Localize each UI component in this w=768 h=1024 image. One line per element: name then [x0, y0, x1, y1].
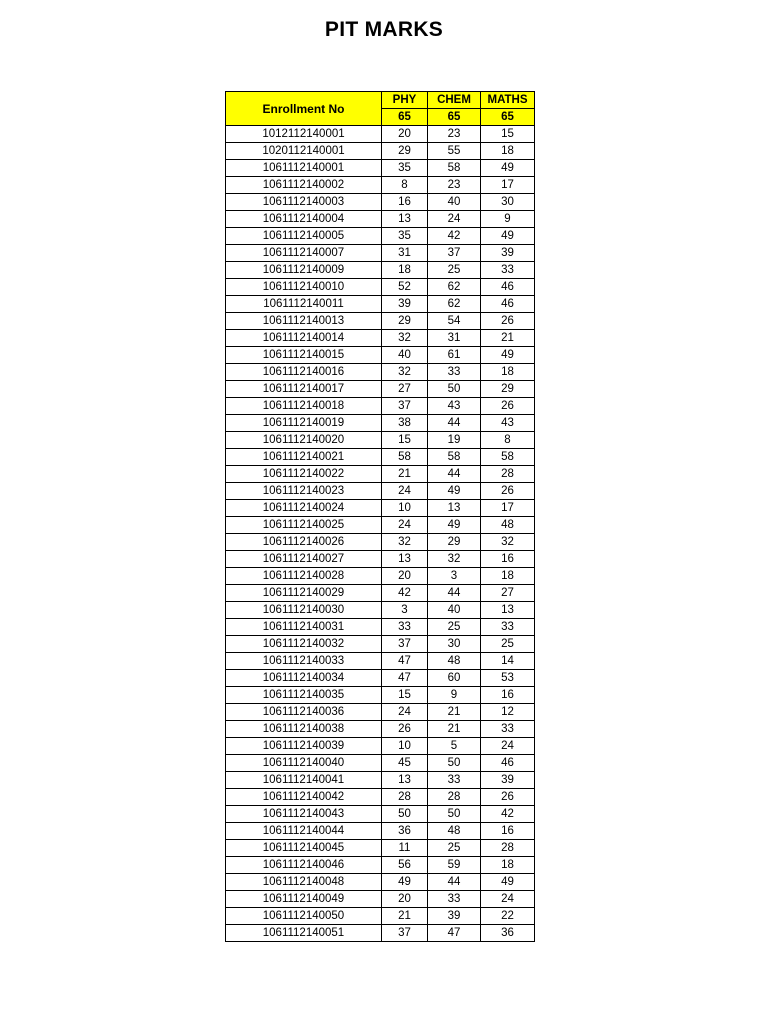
cell-maths: 39 — [481, 245, 535, 262]
cell-chem: 58 — [428, 160, 481, 177]
table-row — [226, 245, 535, 262]
cell-maths: 53 — [481, 670, 535, 687]
cell-phy: 37 — [382, 398, 428, 415]
table-row — [226, 330, 535, 347]
cell-maths: 26 — [481, 313, 535, 330]
table-row — [226, 602, 535, 619]
cell-phy: 24 — [382, 517, 428, 534]
cell-phy: 35 — [382, 160, 428, 177]
cell-chem: 44 — [428, 585, 481, 602]
column-header-enrollment: Enrollment No — [226, 92, 382, 126]
table-row — [226, 891, 535, 908]
cell-chem: 23 — [428, 177, 481, 194]
cell-maths: 48 — [481, 517, 535, 534]
table-row — [226, 364, 535, 381]
cell-phy: 16 — [382, 194, 428, 211]
cell-chem: 39 — [428, 908, 481, 925]
cell-phy: 24 — [382, 704, 428, 721]
cell-maths: 18 — [481, 364, 535, 381]
cell-chem: 58 — [428, 449, 481, 466]
table-row — [226, 670, 535, 687]
cell-enrollment-no: 1061112140020 — [226, 432, 382, 449]
cell-chem: 54 — [428, 313, 481, 330]
cell-enrollment-no: 1061112140019 — [226, 415, 382, 432]
table-row — [226, 296, 535, 313]
cell-chem: 32 — [428, 551, 481, 568]
cell-maths: 16 — [481, 687, 535, 704]
cell-phy: 58 — [382, 449, 428, 466]
cell-chem: 55 — [428, 143, 481, 160]
table-header — [226, 92, 535, 126]
cell-maths: 33 — [481, 721, 535, 738]
cell-maths: 13 — [481, 602, 535, 619]
cell-chem: 24 — [428, 211, 481, 228]
cell-enrollment-no: 1061112140004 — [226, 211, 382, 228]
cell-phy: 35 — [382, 228, 428, 245]
cell-chem: 23 — [428, 126, 481, 143]
cell-enrollment-no: 1061112140050 — [226, 908, 382, 925]
table-row — [226, 721, 535, 738]
cell-maths: 42 — [481, 806, 535, 823]
cell-enrollment-no: 1061112140046 — [226, 857, 382, 874]
cell-maths: 24 — [481, 891, 535, 908]
column-header-chem: CHEM — [428, 92, 481, 109]
cell-maths: 49 — [481, 347, 535, 364]
cell-maths: 8 — [481, 432, 535, 449]
cell-enrollment-no: 1061112140038 — [226, 721, 382, 738]
cell-phy: 29 — [382, 143, 428, 160]
cell-phy: 15 — [382, 687, 428, 704]
cell-phy: 20 — [382, 126, 428, 143]
cell-maths: 26 — [481, 398, 535, 415]
cell-enrollment-no: 1061112140028 — [226, 568, 382, 585]
table-row — [226, 925, 535, 942]
cell-phy: 45 — [382, 755, 428, 772]
page-title: PIT MARKS — [324, 18, 444, 41]
header-row-subjects — [226, 92, 535, 109]
cell-maths: 17 — [481, 500, 535, 517]
cell-phy: 21 — [382, 466, 428, 483]
cell-enrollment-no: 1061112140042 — [226, 789, 382, 806]
cell-maths: 33 — [481, 619, 535, 636]
cell-phy: 47 — [382, 653, 428, 670]
cell-chem: 60 — [428, 670, 481, 687]
cell-maths: 24 — [481, 738, 535, 755]
cell-enrollment-no: 1061112140044 — [226, 823, 382, 840]
cell-maths: 32 — [481, 534, 535, 551]
cell-maths: 49 — [481, 160, 535, 177]
cell-chem: 3 — [428, 568, 481, 585]
cell-chem: 49 — [428, 517, 481, 534]
cell-phy: 28 — [382, 789, 428, 806]
cell-enrollment-no: 1061112140033 — [226, 653, 382, 670]
table-row — [226, 704, 535, 721]
cell-phy: 36 — [382, 823, 428, 840]
cell-maths: 46 — [481, 755, 535, 772]
cell-phy: 32 — [382, 364, 428, 381]
cell-phy: 13 — [382, 772, 428, 789]
table-row — [226, 687, 535, 704]
table-row — [226, 636, 535, 653]
cell-maths: 14 — [481, 653, 535, 670]
table-row — [226, 500, 535, 517]
cell-enrollment-no: 1061112140041 — [226, 772, 382, 789]
cell-chem: 43 — [428, 398, 481, 415]
cell-maths: 27 — [481, 585, 535, 602]
cell-phy: 37 — [382, 636, 428, 653]
cell-chem: 33 — [428, 891, 481, 908]
table-row — [226, 466, 535, 483]
cell-enrollment-no: 1061112140035 — [226, 687, 382, 704]
cell-phy: 42 — [382, 585, 428, 602]
cell-phy: 3 — [382, 602, 428, 619]
table-row — [226, 755, 535, 772]
table-row — [226, 908, 535, 925]
cell-chem: 31 — [428, 330, 481, 347]
cell-enrollment-no: 1061112140023 — [226, 483, 382, 500]
cell-phy: 24 — [382, 483, 428, 500]
max-marks-chem: 65 — [428, 109, 481, 126]
cell-chem: 37 — [428, 245, 481, 262]
column-header-phy: PHY — [382, 92, 428, 109]
cell-enrollment-no: 1061112140010 — [226, 279, 382, 296]
cell-chem: 33 — [428, 364, 481, 381]
cell-chem: 48 — [428, 823, 481, 840]
cell-enrollment-no: 1061112140043 — [226, 806, 382, 823]
cell-phy: 39 — [382, 296, 428, 313]
table-row — [226, 432, 535, 449]
cell-enrollment-no: 1061112140036 — [226, 704, 382, 721]
cell-enrollment-no: 1061112140007 — [226, 245, 382, 262]
cell-chem: 21 — [428, 704, 481, 721]
cell-enrollment-no: 1061112140015 — [226, 347, 382, 364]
table-row — [226, 313, 535, 330]
cell-maths: 28 — [481, 840, 535, 857]
table-row — [226, 211, 535, 228]
cell-phy: 37 — [382, 925, 428, 942]
cell-maths: 43 — [481, 415, 535, 432]
cell-chem: 44 — [428, 874, 481, 891]
table-row — [226, 823, 535, 840]
cell-enrollment-no: 1061112140014 — [226, 330, 382, 347]
cell-phy: 10 — [382, 500, 428, 517]
cell-maths: 26 — [481, 483, 535, 500]
cell-maths: 36 — [481, 925, 535, 942]
cell-phy: 31 — [382, 245, 428, 262]
table-row — [226, 177, 535, 194]
cell-enrollment-no: 1061112140026 — [226, 534, 382, 551]
cell-maths: 18 — [481, 143, 535, 160]
cell-enrollment-no: 1061112140030 — [226, 602, 382, 619]
table-row — [226, 738, 535, 755]
table-row — [226, 653, 535, 670]
cell-enrollment-no: 1061112140032 — [226, 636, 382, 653]
cell-phy: 27 — [382, 381, 428, 398]
cell-enrollment-no: 1061112140018 — [226, 398, 382, 415]
cell-phy: 13 — [382, 551, 428, 568]
cell-chem: 50 — [428, 806, 481, 823]
cell-enrollment-no: 1061112140022 — [226, 466, 382, 483]
cell-enrollment-no: 1061112140011 — [226, 296, 382, 313]
cell-phy: 32 — [382, 534, 428, 551]
cell-maths: 16 — [481, 551, 535, 568]
cell-enrollment-no: 1061112140002 — [226, 177, 382, 194]
cell-maths: 29 — [481, 381, 535, 398]
table-row — [226, 194, 535, 211]
cell-enrollment-no: 1061112140003 — [226, 194, 382, 211]
table-row — [226, 347, 535, 364]
table-row — [226, 398, 535, 415]
table-row — [226, 381, 535, 398]
table-row — [226, 585, 535, 602]
cell-maths: 49 — [481, 874, 535, 891]
cell-enrollment-no: 1061112140001 — [226, 160, 382, 177]
cell-phy: 29 — [382, 313, 428, 330]
table-row — [226, 160, 535, 177]
cell-maths: 46 — [481, 279, 535, 296]
cell-chem: 21 — [428, 721, 481, 738]
cell-phy: 38 — [382, 415, 428, 432]
cell-phy: 10 — [382, 738, 428, 755]
table-row — [226, 534, 535, 551]
cell-enrollment-no: 1061112140021 — [226, 449, 382, 466]
cell-chem: 30 — [428, 636, 481, 653]
cell-chem: 42 — [428, 228, 481, 245]
cell-phy: 32 — [382, 330, 428, 347]
cell-maths: 33 — [481, 262, 535, 279]
table-row — [226, 874, 535, 891]
cell-chem: 33 — [428, 772, 481, 789]
cell-enrollment-no: 1061112140005 — [226, 228, 382, 245]
cell-maths: 9 — [481, 211, 535, 228]
cell-chem: 62 — [428, 296, 481, 313]
cell-maths: 39 — [481, 772, 535, 789]
table-body — [226, 126, 535, 942]
table-row — [226, 789, 535, 806]
cell-maths: 22 — [481, 908, 535, 925]
cell-chem: 40 — [428, 602, 481, 619]
table-row — [226, 857, 535, 874]
table-row — [226, 279, 535, 296]
cell-enrollment-no: 1061112140051 — [226, 925, 382, 942]
cell-chem: 9 — [428, 687, 481, 704]
cell-maths: 16 — [481, 823, 535, 840]
cell-phy: 11 — [382, 840, 428, 857]
table-row — [226, 228, 535, 245]
cell-phy: 26 — [382, 721, 428, 738]
table-row — [226, 840, 535, 857]
cell-maths: 26 — [481, 789, 535, 806]
column-header-maths: MATHS — [481, 92, 535, 109]
cell-chem: 25 — [428, 619, 481, 636]
cell-enrollment-no: 1061112140017 — [226, 381, 382, 398]
cell-phy: 20 — [382, 891, 428, 908]
cell-enrollment-no: 1061112140031 — [226, 619, 382, 636]
cell-chem: 29 — [428, 534, 481, 551]
cell-chem: 61 — [428, 347, 481, 364]
table-row — [226, 772, 535, 789]
cell-enrollment-no: 1061112140009 — [226, 262, 382, 279]
marks-table — [225, 91, 535, 942]
cell-chem: 49 — [428, 483, 481, 500]
cell-phy: 50 — [382, 806, 428, 823]
cell-maths: 49 — [481, 228, 535, 245]
cell-enrollment-no: 1061112140024 — [226, 500, 382, 517]
cell-maths: 46 — [481, 296, 535, 313]
cell-phy: 15 — [382, 432, 428, 449]
table-row — [226, 126, 535, 143]
table-row — [226, 415, 535, 432]
max-marks-phy: 65 — [382, 109, 428, 126]
cell-enrollment-no: 1061112140048 — [226, 874, 382, 891]
cell-chem: 59 — [428, 857, 481, 874]
cell-enrollment-no: 1061112140039 — [226, 738, 382, 755]
cell-maths: 30 — [481, 194, 535, 211]
cell-phy: 8 — [382, 177, 428, 194]
cell-maths: 58 — [481, 449, 535, 466]
cell-enrollment-no: 1061112140027 — [226, 551, 382, 568]
cell-maths: 21 — [481, 330, 535, 347]
cell-chem: 5 — [428, 738, 481, 755]
cell-phy: 49 — [382, 874, 428, 891]
table-row — [226, 619, 535, 636]
table-row — [226, 551, 535, 568]
table-row — [226, 806, 535, 823]
table-row — [226, 517, 535, 534]
cell-chem: 25 — [428, 840, 481, 857]
cell-maths: 17 — [481, 177, 535, 194]
cell-chem: 48 — [428, 653, 481, 670]
cell-chem: 50 — [428, 755, 481, 772]
cell-chem: 62 — [428, 279, 481, 296]
cell-phy: 21 — [382, 908, 428, 925]
cell-enrollment-no: 1020112140001 — [226, 143, 382, 160]
cell-maths: 18 — [481, 857, 535, 874]
cell-enrollment-no: 1061112140029 — [226, 585, 382, 602]
cell-chem: 25 — [428, 262, 481, 279]
cell-phy: 33 — [382, 619, 428, 636]
cell-phy: 47 — [382, 670, 428, 687]
cell-chem: 13 — [428, 500, 481, 517]
cell-maths: 15 — [481, 126, 535, 143]
cell-maths: 25 — [481, 636, 535, 653]
max-marks-maths: 65 — [481, 109, 535, 126]
cell-chem: 19 — [428, 432, 481, 449]
cell-enrollment-no: 1012112140001 — [226, 126, 382, 143]
cell-chem: 47 — [428, 925, 481, 942]
cell-enrollment-no: 1061112140013 — [226, 313, 382, 330]
cell-phy: 56 — [382, 857, 428, 874]
cell-maths: 12 — [481, 704, 535, 721]
cell-enrollment-no: 1061112140040 — [226, 755, 382, 772]
cell-phy: 52 — [382, 279, 428, 296]
cell-maths: 28 — [481, 466, 535, 483]
cell-chem: 28 — [428, 789, 481, 806]
table-row — [226, 483, 535, 500]
cell-chem: 44 — [428, 415, 481, 432]
cell-enrollment-no: 1061112140045 — [226, 840, 382, 857]
cell-phy: 18 — [382, 262, 428, 279]
cell-phy: 20 — [382, 568, 428, 585]
cell-phy: 13 — [382, 211, 428, 228]
table-row — [226, 262, 535, 279]
table-row — [226, 143, 535, 160]
cell-chem: 44 — [428, 466, 481, 483]
cell-chem: 40 — [428, 194, 481, 211]
cell-enrollment-no: 1061112140034 — [226, 670, 382, 687]
cell-enrollment-no: 1061112140049 — [226, 891, 382, 908]
cell-chem: 50 — [428, 381, 481, 398]
cell-enrollment-no: 1061112140025 — [226, 517, 382, 534]
cell-maths: 18 — [481, 568, 535, 585]
table-row — [226, 568, 535, 585]
cell-enrollment-no: 1061112140016 — [226, 364, 382, 381]
cell-phy: 40 — [382, 347, 428, 364]
table-row — [226, 449, 535, 466]
